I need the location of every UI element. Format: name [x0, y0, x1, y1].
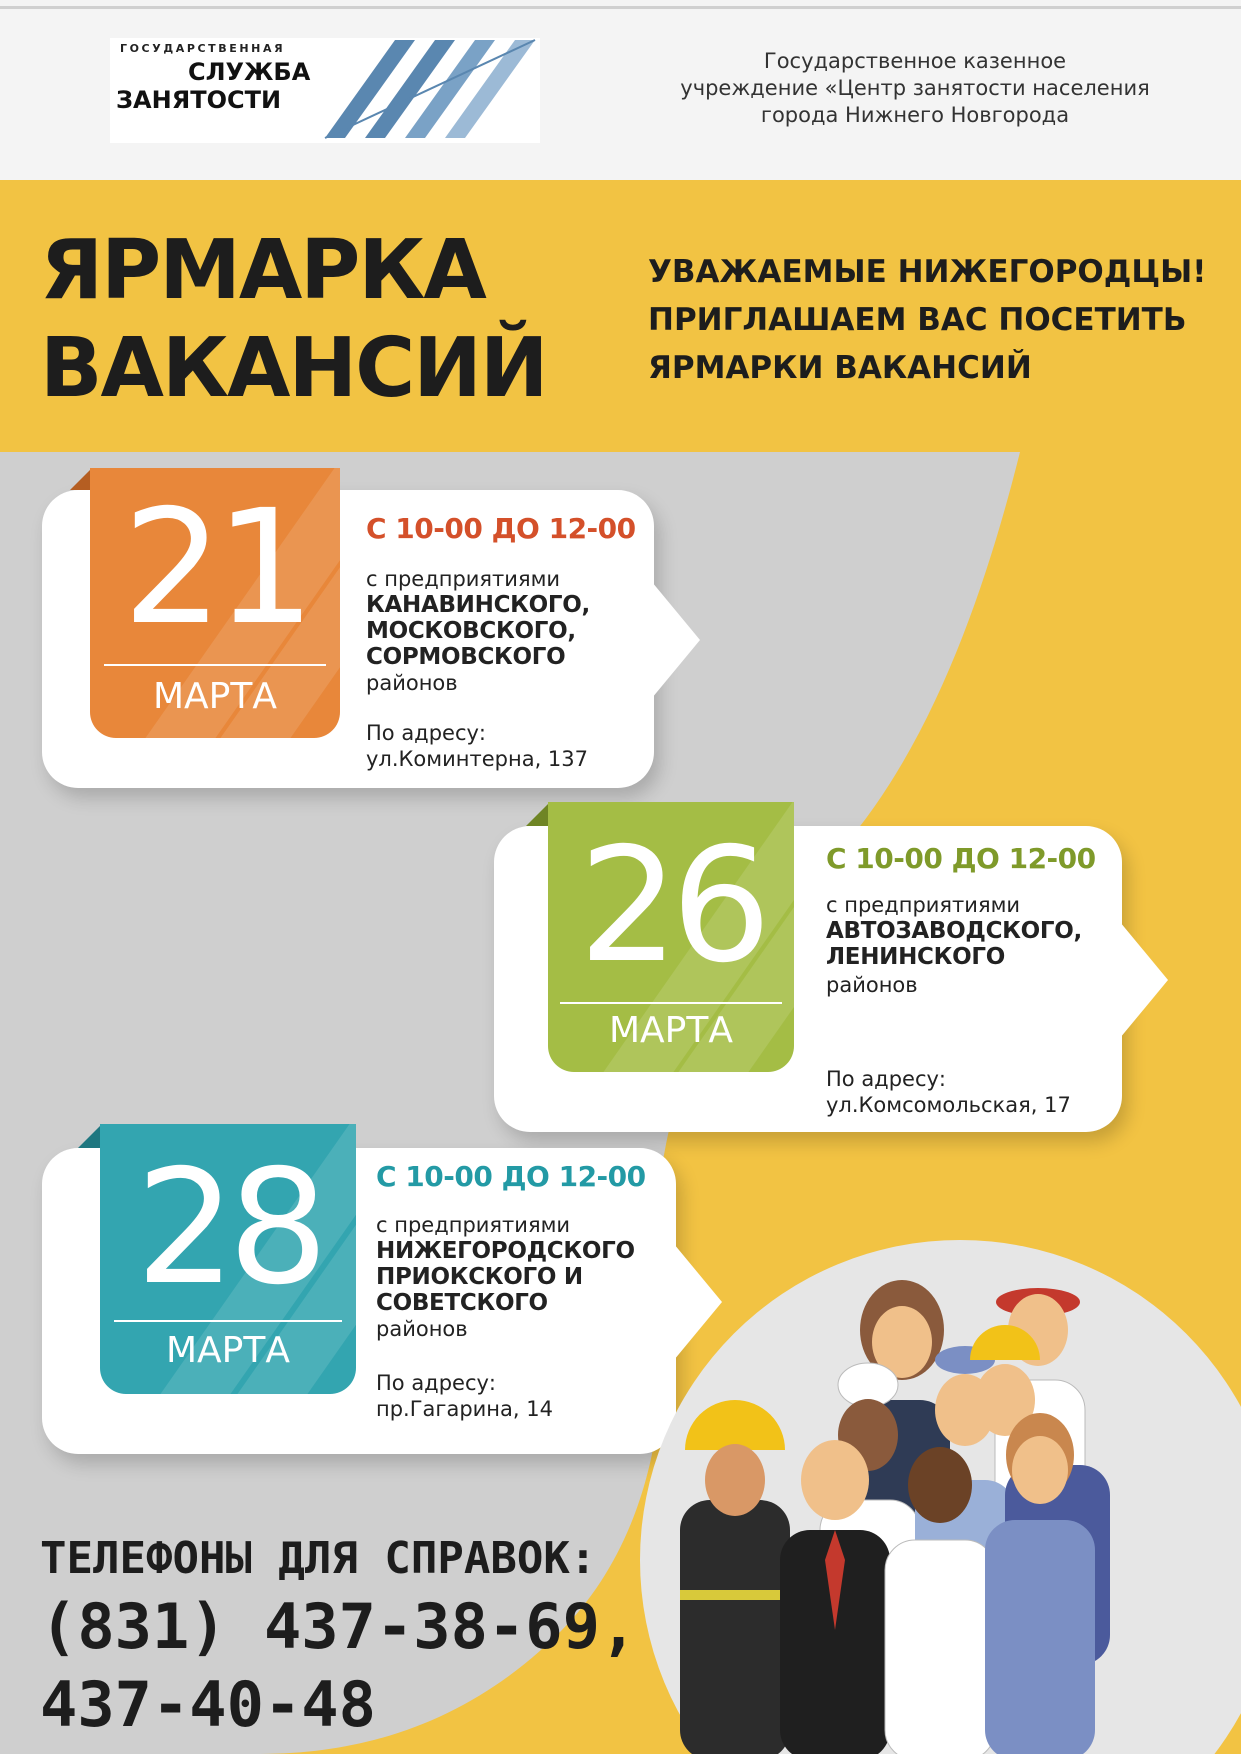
- date-month: МАРТА: [608, 1010, 733, 1051]
- greeting-line: УВАЖАЕМЫЕ НИЖЕГОРОДЦЫ!: [648, 254, 1207, 290]
- event-suffix: районов: [366, 671, 458, 695]
- workers-illustration: [640, 1230, 1241, 1754]
- greeting: [648, 248, 1206, 392]
- date-badge: [90, 468, 340, 738]
- greeting-line: ПРИГЛАШАЕМ ВАС ПОСЕТИТЬ: [648, 302, 1187, 338]
- ribbon-fold: [526, 804, 548, 826]
- phone-number[interactable]: (831) 437-38-69,: [40, 1590, 638, 1663]
- event-address-label: По адресу:: [376, 1371, 497, 1395]
- logo-line-3: ЗАНЯТОСТИ: [116, 86, 282, 114]
- event-address: ул.Коминтерна, 137: [366, 747, 589, 771]
- org-line: Государственное казенное: [763, 49, 1067, 73]
- event-address-label: По адресу:: [826, 1067, 947, 1091]
- phone-number[interactable]: 437-40-48: [40, 1668, 376, 1741]
- greeting-line: ЯРМАРКИ ВАКАНСИЙ: [648, 350, 1032, 386]
- page-title: [40, 222, 547, 418]
- event-district: КАНАВИНСКОГО,: [366, 592, 590, 618]
- event-card-2: [494, 814, 1194, 1136]
- event-address: пр.Гагарина, 14: [376, 1397, 553, 1421]
- date-day: 26: [578, 814, 764, 998]
- event-district: ПРИОКСКОГО И: [376, 1264, 583, 1290]
- event-card-3: [42, 1136, 732, 1458]
- date-month: МАРТА: [165, 1330, 290, 1371]
- event-time: С 10-00 ДО 12-00: [826, 842, 1096, 875]
- phones-label: ТЕЛЕФОНЫ ДЛЯ СПРАВОК:: [40, 1533, 597, 1584]
- event-district: НИЖЕГОРОДСКОГО: [376, 1238, 635, 1264]
- event-suffix: районов: [826, 973, 918, 997]
- date-badge: [100, 1124, 356, 1394]
- card-arrow: [652, 582, 700, 698]
- logo-line-1: ГОСУДАРСТВЕННАЯ: [120, 42, 286, 55]
- event-district: МОСКОВСКОГО,: [366, 618, 576, 644]
- header-divider: [0, 6, 1241, 9]
- event-intro: с предприятиями: [826, 893, 1021, 917]
- date-month: МАРТА: [152, 676, 277, 717]
- employment-service-logo: [110, 38, 540, 143]
- phones-block: [40, 1530, 637, 1744]
- organization-name: [620, 48, 1210, 129]
- event-intro: с предприятиями: [366, 567, 561, 591]
- org-line: учреждение «Центр занятости населения: [680, 76, 1150, 100]
- date-divider: [104, 664, 326, 666]
- event-district: ЛЕНИНСКОГО: [826, 944, 1006, 970]
- event-card-1: [42, 476, 702, 790]
- event-address-label: По адресу:: [366, 721, 487, 745]
- date-badge: [548, 802, 794, 1072]
- event-district: АВТОЗАВОДСКОГО,: [826, 918, 1082, 944]
- title-line: ЯРМАРКА: [40, 223, 485, 318]
- title-line: ВАКАНСИЙ: [40, 321, 547, 416]
- event-district: СОВЕТСКОГО: [376, 1290, 548, 1316]
- logo-line-2: СЛУЖБА: [188, 58, 311, 86]
- org-line: города Нижнего Новгорода: [760, 103, 1070, 127]
- event-intro: с предприятиями: [376, 1213, 571, 1237]
- date-day: 28: [135, 1136, 321, 1320]
- logo-stripes-icon: [315, 38, 540, 143]
- event-address: ул.Комсомольская, 17: [826, 1093, 1071, 1117]
- event-time: С 10-00 ДО 12-00: [366, 512, 636, 545]
- event-suffix: районов: [376, 1317, 468, 1341]
- date-day: 21: [122, 476, 308, 660]
- date-divider: [560, 1002, 782, 1004]
- ribbon-fold: [70, 470, 90, 490]
- event-district: СОРМОВСКОГО: [366, 644, 566, 670]
- card-arrow: [1120, 922, 1168, 1038]
- event-time: С 10-00 ДО 12-00: [376, 1160, 646, 1193]
- date-divider: [114, 1320, 342, 1322]
- ribbon-fold: [78, 1126, 100, 1148]
